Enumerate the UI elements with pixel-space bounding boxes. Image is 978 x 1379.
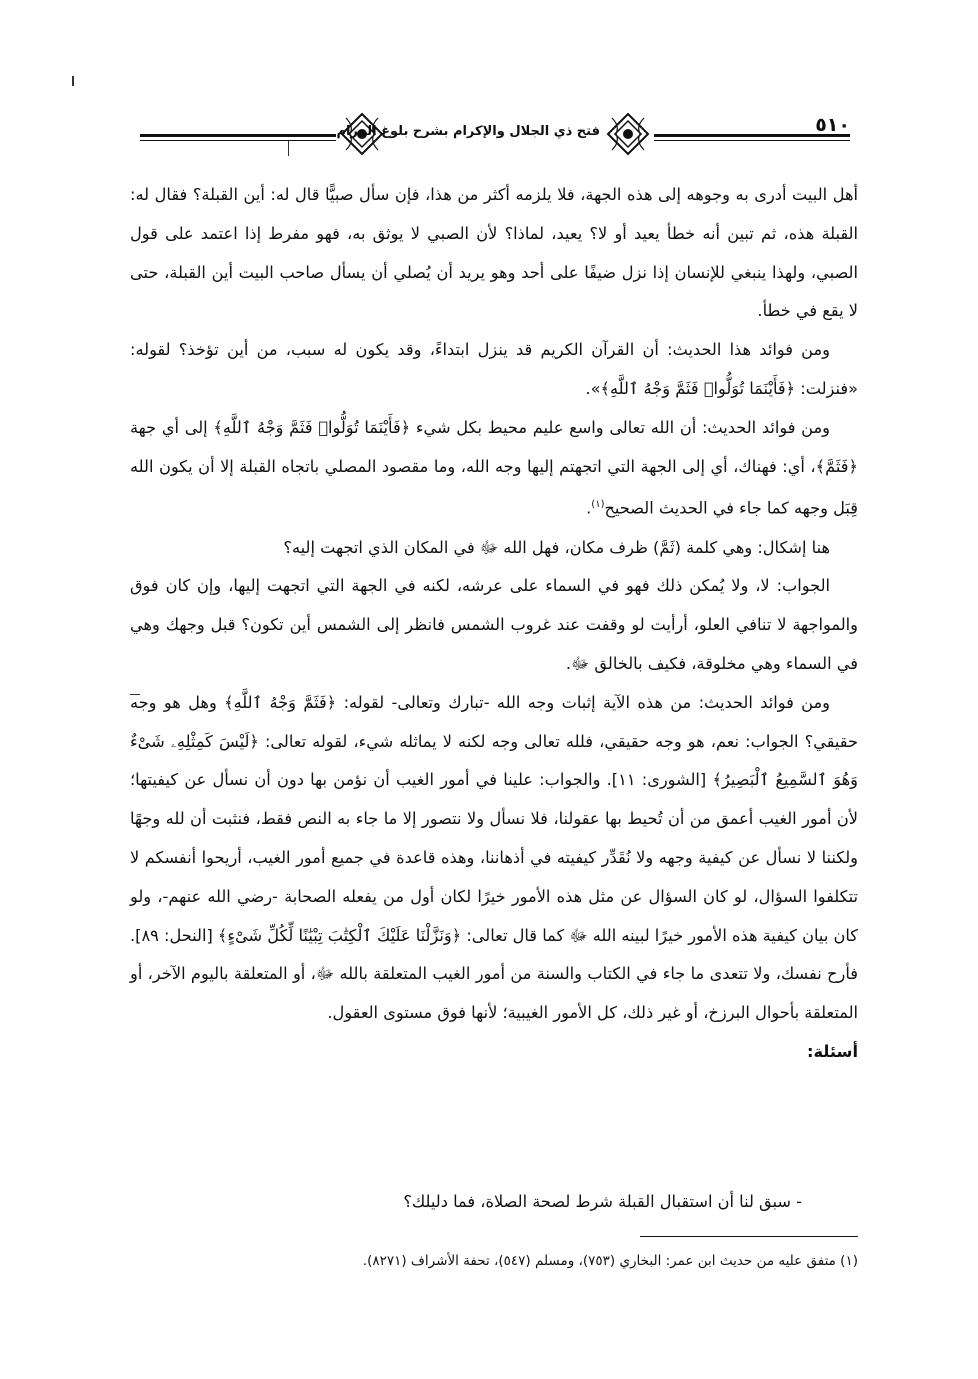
main-text	[130, 176, 858, 1072]
footnote-ref[interactable]: (١)	[591, 499, 605, 511]
paragraph: ومن فوائد هذا الحديث: أن القرآن الكريم قد ينزل ابتداءً، وقد يكون له سبب، من أين تؤخذ؟ لقوله: «فنزلت: ﴿فَأَيْنَمَا تُوَلُّوا۟ فَثَمَّ وَجْهُ ٱللَّهِ﴾».	[130, 340, 858, 398]
questions-heading: أسئلة:	[807, 1041, 858, 1061]
paragraph: الجواب: لا، ولا يُمكن ذلك فهو في السماء على عرشه، لكنه في الجهة التي اتجهت إليها، وإن كان فوق والمواجهة لا تنافي العلو، أرأيت لو وقفت عند غروب الشمس فانظر إلى الشمس أين تكون؟ قبل وجهك وهي في السماء وهي مخلوقة، فكيف بالخالق ﷻ.	[130, 576, 858, 673]
paragraph: هنا إشكال: وهي كلمة (ثَمَّ) ظرف مكان، فهل الله ﷻ في المكان الذي اتجهت إليه؟	[283, 537, 830, 557]
paragraph: ومن فوائد الحديث: من هذه الآية إثبات وجه الله -تبارك وتعالى- لقوله: ﴿فَثَمَّ وَجْهُ ٱللَّهِ﴾ وهل هو وجه حقيقي؟ الجواب: نعم، هو وجه حقيقي، فلله تعالى وجه لكنه لا يماثله شيء، لقوله تعالى: ﴿لَيْسَ كَمِثْلِهِۦ شَىْءٌ وَهُوَ ٱلسَّمِيعُ ٱلْبَصِيرُ﴾ [الشورى: ١١]. والجواب: علينا في أمور الغيب أن نؤمن بها دون أن نسأل عن كيفيتها؛ لأن أمور الغيب أعمق من أن تُحيط بها عقولنا، فلا نسأل ولا نتصور إلا ما جاء به النص فقط، فنثبت أن لله وجهًا ولكننا لا نسأل عن كيفية وجهه ولا نُقَدِّر كيفيته في أذهاننا، وهذه قاعدة في جميع أمور الغيب، أريحوا أنفسكم لا تتكلفوا السؤال، لو كان السؤال عن مثل هذه الأمور خيرًا لكان أول من يفعله الصحابة -رضي الله عنهم-، ولو كان بيان كيفية هذه الأمور خيرًا لبينه الله ﷻ كما قال تعالى: ﴿وَنَزَّلْنَا عَلَيْكَ ٱلْكِتَٰبَ تِبْيَٰنًا لِّكُلِّ شَىْءٍ﴾ [النحل: ٨٩]. فأرح نفسك، ولا تتعدى ما جاء في الكتاب والسنة من أمور الغيب المتعلقة بالله ﷻ، أو المتعلقة باليوم الآخر، أو المتعلقة بأحوال البرزخ، أو غير ذلك، كل الأمور الغيبية؛ لأنها فوق مستوى العقول.	[129, 692, 858, 1023]
paragraph	[130, 409, 858, 529]
scan-mark	[72, 76, 74, 86]
ornament-right-icon	[606, 112, 650, 156]
header-rule-left	[140, 134, 336, 137]
paragraph-text: ومن فوائد الحديث: أن الله تعالى واسع عليم محيط بكل شيء ﴿فَأَيْنَمَا تُوَلُّوا۟ فَثَمَّ وَجْهُ ٱللَّهِ﴾ إلى أي جهة ﴿فَثَمَّ﴾، أي: فهناك، أي إلى الجهة التي اتجهتم إليها وجه الله، وما مقصود المصلي باتجاه القبلة إلا أن يكون الله قِبَل وجهه كما جاء في الحديث الصحيح	[130, 417, 858, 518]
page-header	[140, 112, 850, 160]
header-rule-right-thin	[654, 140, 850, 141]
running-title: فتح ذي الجلال والإكرام بشرح بلوغ المرام	[336, 124, 600, 139]
header-rule-left-thin	[140, 140, 336, 141]
paragraph-end: .	[586, 498, 592, 518]
question-item: - سبق لنا أن استقبال القبلة شرط لصحة الصلاة، فما دليلك؟	[403, 1192, 802, 1211]
footnote: (١) متفق عليه من حديث ابن عمر: البخاري (٧٥٣)، ومسلم (٥٤٧)، تحفة الأشراف (٨٢٧١).	[362, 1253, 858, 1269]
questions-list	[130, 1187, 830, 1217]
page-number: ٥١٠	[815, 114, 850, 136]
paragraph: أهل البيت أدرى به وجوهه إلى هذه الجهة، فلا يلزمه أكثر من هذا، فإن سأل صبيًّا قال له: أين القبلة؟ فقال له: القبلة هذه، ثم تبين أنه خطأ يعيد أو لا؟ يعيد، لماذا؟ لأن الصبي لا يوثق به، فهو مفرط إذا اعتمد على قول الصبي، ولهذا ينبغي للإنسان إذا نزل ضيفًا على أحد وهو يريد أن يُصلي أن يسأل صاحب البيت أين القبلة، حتى لا يقع في خطأ.	[130, 185, 858, 321]
footnote-separator	[640, 1236, 858, 1237]
